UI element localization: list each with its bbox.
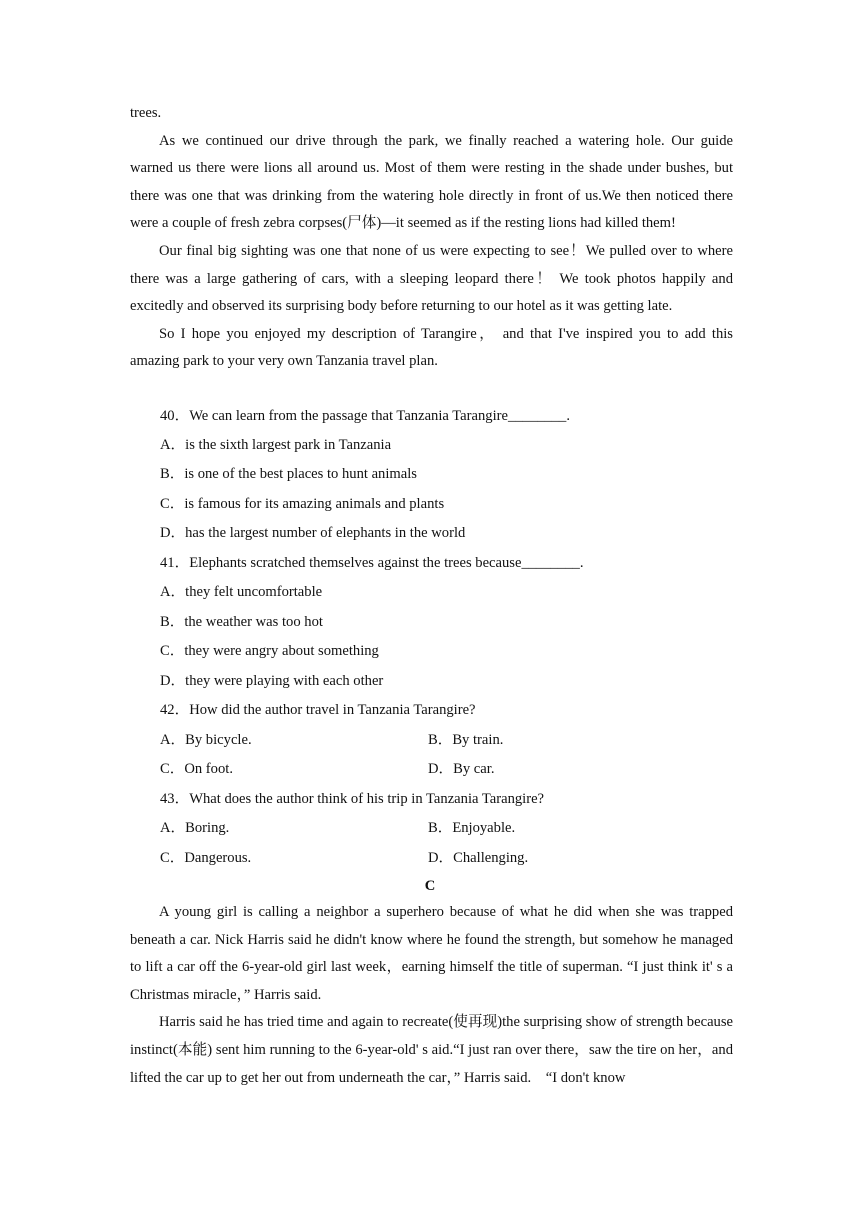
question-42-option-a: A．By bicycle. [160,732,252,748]
question-40-option-a: A．is the sixth largest park in Tanzania [160,437,392,453]
paragraph: A young girl is calling a neighbor a superhero because of what he did when she was trapped beneath a car. Nick Harris said he didn't know where he found the strength, but somehow he managed to lift a car off the 6-year-old girl last week，earning himself the title of superman. “I just think it' s a Christmas miracle，” Harris said. [130,904,733,1003]
question-40-option-b: B．is one of the best places to hunt animals [160,466,417,482]
question-40-option-d: D．has the largest number of elephants in the world [160,525,466,541]
question-42-stem: 42．How did the author travel in Tanzania Tarangire? [160,702,476,718]
question-42-option-d: D．By car. [428,761,495,777]
question-43-stem: 43．What does the author think of his trip in Tanzania Tarangire? [160,791,545,807]
question-41-option-b: B．the weather was too hot [160,614,323,630]
question-43-option-b: B．Enjoyable. [428,820,516,836]
question-43-option-a: A．Boring. [160,820,230,836]
question-42-option-b: B．By train. [428,732,504,748]
paragraph: As we continued our drive through the park, we finally reached a watering hole. Our guide warned us there were lions all around us. Most of them were resting in the shade under bushes, but there was one that was drinking from the watering hole directly in front of us.We then noticed there were a couple of fresh zebra corpses(尸体)—it seemed as if the resting lions had killed them! [130,132,733,232]
paragraph: Harris said he has tried time and again to recreate(使再现)the surprising show of strength because instinct(本能) sent him running to the 6-year-old' s aid.“I just ran over there，saw the tire on her，and lifted the car up to get her out from underneath the car，” Harris said. “I don't know [130,1014,733,1086]
passage-b-continued [130,100,733,376]
paragraph: So I hope you enjoyed my description of Tarangire， and that I've inspired you to add this amazing park to your very own Tanzania travel plan. [130,325,733,370]
paragraph: Our final big sighting was one that none of us were expecting to see！We pulled over to where there was a large gathering of cars, with a sleeping leopard there！ We took photos happily and excitedly and observed its surprising body before returning to our hotel as it was getting late. [130,242,733,315]
question-40-stem: 40．We can learn from the passage that Tanzania Tarangire________. [160,408,570,424]
section-heading: C [424,878,436,894]
question-41-option-a: A．they felt uncomfortable [160,584,323,600]
paragraph: trees. [130,105,162,121]
question-41-option-d: D．they were playing with each other [160,673,384,689]
question-43-option-c: C．Dangerous. [160,850,252,866]
question-41-option-c: C．they were angry about something [160,643,379,659]
question-40-option-c: C．is famous for its amazing animals and plants [160,496,445,512]
passage-c [130,899,733,1092]
question-43-option-d: D．Challenging. [428,850,529,866]
question-42-option-c: C．On foot. [160,761,233,777]
question-41-stem: 41．Elephants scratched themselves against the trees because________. [160,555,584,571]
